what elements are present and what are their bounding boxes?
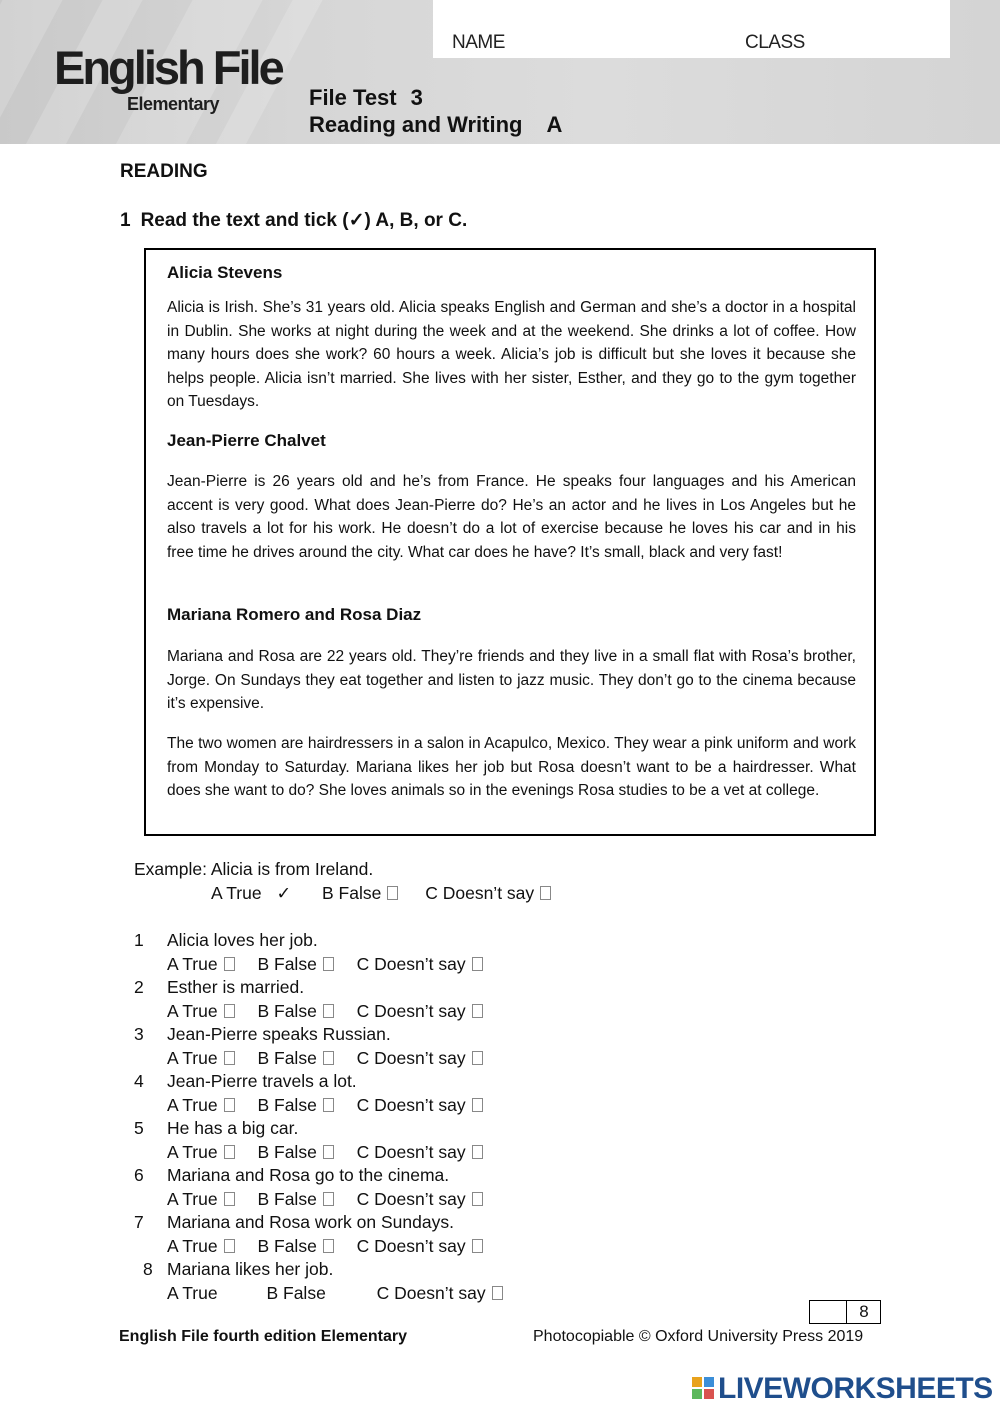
instruction-number: 1 (120, 210, 131, 231)
question-number: 1 (134, 930, 144, 950)
watermark-text: LIVEWORKSHEETS (718, 1372, 993, 1405)
header-banner (0, 0, 1000, 144)
option-c: C Doesn’t say (356, 1189, 466, 1209)
checkbox-a[interactable] (224, 1192, 235, 1206)
checkbox-a[interactable] (224, 1004, 235, 1018)
checkbox-b[interactable] (323, 1192, 334, 1206)
option-a: A True (167, 1142, 218, 1162)
section-heading: READING (120, 161, 208, 182)
footer-copyright: Photocopiable © Oxford University Press 2019 (533, 1328, 864, 1345)
example-option-c: C Doesn’t say (425, 883, 535, 903)
checkbox-c[interactable] (472, 1051, 483, 1065)
checkbox (387, 886, 398, 900)
instruction-text: Read the text and tick (✓) A, B, or C. (140, 210, 468, 231)
skill-title (309, 112, 562, 138)
tick-mark: ✓ (276, 883, 292, 903)
question-text: Esther is married. (167, 977, 305, 997)
option-b: B False (257, 1048, 317, 1068)
example-options (211, 883, 551, 904)
paragraph: Alicia is Irish. She’s 31 years old. Alicia speaks English and German and she’s a doctor in a hospital in Dublin. She works at night during the week and at the weekend. She drinks a lot of coffee. How many hours does she work? 60 hours a week. Alicia’s job is difficult but she loves it because she helps people. Alicia isn’t married. She lives with her sister, Esther, and they go to the gym together on Tuesdays. (167, 299, 856, 410)
checkbox-b[interactable] (323, 1145, 334, 1159)
question-text: Mariana likes her job. (167, 1259, 334, 1279)
paragraph: Mariana and Rosa are 22 years old. They’re friends and they live in a small flat with Rosa’s brother, Jorge. On Sundays they eat together and listen to jazz music. They don’t go to the cinema because it’s expensive. (167, 648, 856, 712)
option-a: A True (167, 1095, 218, 1115)
option-a: A True (167, 1189, 218, 1209)
checkbox-b[interactable] (323, 1098, 334, 1112)
checkbox-c[interactable] (492, 1286, 503, 1300)
question-number: 6 (134, 1165, 144, 1185)
checkbox-a[interactable] (224, 1145, 235, 1159)
checkbox-c[interactable] (472, 1239, 483, 1253)
option-c: C Doesn’t say (356, 954, 466, 974)
liveworksheets-logo-icon (692, 1377, 714, 1399)
test-number: 3 (410, 85, 423, 110)
score-box (809, 1300, 881, 1324)
liveworksheets-watermark (692, 1372, 993, 1406)
answer-options (167, 1142, 483, 1163)
option-b: B False (257, 1142, 317, 1162)
question-number: 4 (134, 1071, 144, 1091)
answer-options (167, 954, 483, 975)
name-class-field[interactable] (433, 0, 950, 58)
option-c: C Doesn’t say (356, 1095, 466, 1115)
checkbox-b[interactable] (323, 1239, 334, 1253)
option-b: B False (257, 1236, 317, 1256)
option-a: A True (167, 1236, 218, 1256)
question-number: 8 (143, 1259, 153, 1279)
checkbox-c[interactable] (472, 1192, 483, 1206)
question-number: 2 (134, 977, 144, 997)
person-heading: Mariana Romero and Rosa Diaz (167, 605, 422, 624)
question-text: Alicia loves her job. (167, 930, 318, 950)
score-total: 8 (859, 1302, 869, 1321)
checkbox-c[interactable] (472, 1098, 483, 1112)
question-text: Jean-Pierre travels a lot. (167, 1071, 357, 1091)
question-text: Mariana and Rosa go to the cinema. (167, 1165, 450, 1185)
checkbox-a[interactable] (224, 1239, 235, 1253)
option-a: A True (167, 1283, 218, 1303)
footer-edition: English File fourth edition Elementary (119, 1328, 408, 1345)
paragraph: Jean-Pierre is 26 years old and he’s from France. He speaks four languages and his American accent is very good. What does Jean-Pierre do? He’s an actor and he lives in Los Angeles but he also travels a lot for his work. He doesn’t do a lot of exercise because he loves his car and in his free time he drives around the city. What car does he have? It’s small, black and very fast! (167, 473, 856, 561)
checkbox-c[interactable] (472, 1145, 483, 1159)
checkbox (540, 886, 551, 900)
example-option-a: A True (211, 883, 262, 903)
person-heading: Jean-Pierre Chalvet (167, 431, 326, 450)
name-label: NAME (452, 32, 505, 53)
option-b: B False (257, 954, 317, 974)
option-c: C Doesn’t say (356, 1236, 466, 1256)
test-label: File Test (309, 85, 397, 110)
class-label: CLASS (745, 32, 805, 53)
checkbox-a[interactable] (224, 1098, 235, 1112)
option-c: C Doesn’t say (376, 1283, 486, 1303)
checkbox-b[interactable] (323, 1004, 334, 1018)
option-a: A True (167, 1048, 218, 1068)
option-b: B False (257, 1001, 317, 1021)
option-b: B False (266, 1283, 326, 1303)
checkbox-a[interactable] (224, 1051, 235, 1065)
skill-label: Reading and Writing (309, 112, 523, 137)
checkbox-b[interactable] (323, 1051, 334, 1065)
option-b: B False (257, 1189, 317, 1209)
example-option-b: B False (322, 883, 382, 903)
answer-options (167, 1236, 483, 1257)
test-version: A (546, 112, 563, 137)
answer-options (167, 1001, 483, 1022)
checkbox-c[interactable] (472, 957, 483, 971)
paragraph: The two women are hairdressers in a salon in Acapulco, Mexico. They wear a pink uniform and work from Monday to Saturday. Mariana likes her job but Rosa doesn’t want to be a hairdresser. What does she want to do? She loves animals so in the evenings Rosa studies to be a vet at college. (167, 735, 856, 799)
logo-subtitle: Elementary (127, 94, 220, 114)
option-a: A True (167, 1001, 218, 1021)
answer-options (167, 1189, 483, 1210)
option-b: B False (257, 1095, 317, 1115)
answer-options (167, 1048, 483, 1069)
question-text: Mariana and Rosa work on Sundays. (167, 1212, 454, 1232)
example-question: Example: Alicia is from Ireland. (134, 859, 374, 879)
answer-options (167, 1095, 483, 1116)
option-c: C Doesn’t say (356, 1142, 466, 1162)
answer-options (167, 1283, 503, 1304)
checkbox-c[interactable] (472, 1004, 483, 1018)
option-a: A True (167, 954, 218, 974)
logo-title: English File (54, 41, 282, 94)
checkbox-b[interactable] (323, 957, 334, 971)
person-heading: Alicia Stevens (167, 263, 283, 282)
question-number: 3 (134, 1024, 144, 1044)
question-number: 5 (134, 1118, 144, 1138)
question-number: 7 (134, 1212, 144, 1232)
option-c: C Doesn’t say (356, 1001, 466, 1021)
question-text: He has a big car. (167, 1118, 299, 1138)
test-title (309, 85, 423, 111)
checkbox-a[interactable] (224, 957, 235, 971)
option-c: C Doesn’t say (356, 1048, 466, 1068)
instruction (120, 209, 467, 232)
question-text: Jean-Pierre speaks Russian. (167, 1024, 391, 1044)
